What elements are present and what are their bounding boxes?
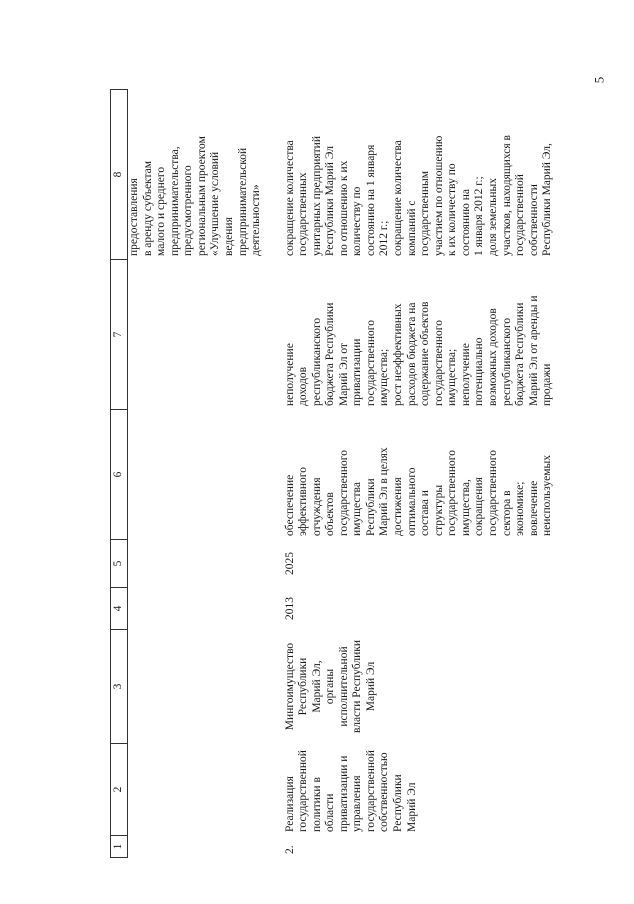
table-row-continuation (128, 90, 278, 858)
header-col-6: 6 (111, 410, 128, 540)
header-row (111, 90, 128, 858)
cell-start-year: 2013 (283, 597, 296, 620)
cell-number (128, 836, 278, 858)
header-col-8: 8 (111, 90, 128, 260)
cell-indicators: сокращение количества государственных унитарных предприятий Республики Марий Эл по отношению к их количеству по состоянию на 1 января 2012 г.; сокращение количества компаний с государственным участием по отношению к их количеству по состоянию на 1 января 2012 г.; доля земельных участков, находящихся в государственной собственности Республики Марий Эл, (283, 135, 554, 256)
cell-number: 2. (283, 845, 296, 854)
header-col-1: 1 (111, 836, 128, 858)
header-col-7: 7 (111, 260, 128, 410)
cell-end-year (128, 540, 278, 588)
table-row (278, 90, 555, 858)
cell-measure: Реализация государственной политики в области приватизации и управления государственной собственностью Республики Марий Эл (283, 750, 418, 832)
cell-end-year: 2025 (283, 552, 296, 575)
cell-consequences: неполучение доходов республиканского бюджета Республики Марий Эл от приватизации государственного имущества; рост неэффективных расходов бюджета на содержание объектов государственного имущества; неполучение потенциально возможных доходов республиканского бюджета Республики Марий Эл от аренды и продажи (283, 295, 554, 406)
cell-executor (128, 630, 278, 744)
cell-start-year (128, 588, 278, 630)
rotated-table-container (110, 90, 554, 858)
cell-expected-result: обеспечение эффективного отчуждения объектов государственного имущества Республики Марий Эл в целях достижения оптимального состава и структуры государственного имущества, сокращения государственного сектора в экономике; вовлечение неиспользуемых (283, 447, 554, 536)
cell-indicators: предоставления в аренду субъектам малого и среднего предпринимательства, предусмотренного региональным проектом «Улучшение условий ведения предпринимательской деятельности» (128, 136, 263, 256)
header-col-4: 4 (111, 588, 128, 630)
page-number: 5 (590, 76, 606, 84)
cell-consequences (128, 260, 278, 410)
cell-measure (128, 744, 278, 836)
cell-executor: Мингоимущество Республики Марий Эл, органы исполнительной власти Республики Марий Эл (283, 640, 377, 733)
cell-expected-result (128, 410, 278, 540)
header-col-2: 2 (111, 744, 128, 836)
header-col-5: 5 (111, 540, 128, 588)
header-col-3: 3 (111, 630, 128, 744)
program-table (110, 89, 555, 858)
